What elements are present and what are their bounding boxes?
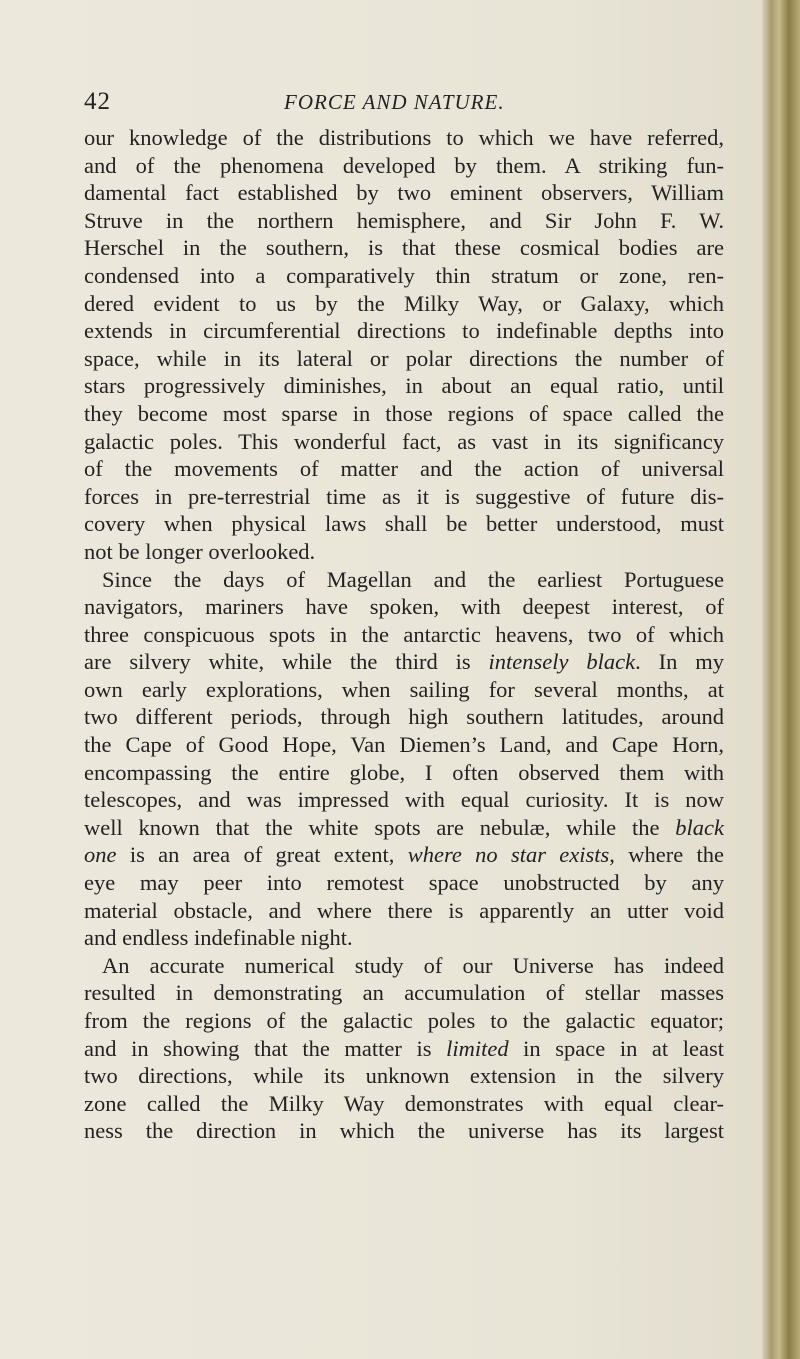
text-line bbox=[84, 400, 724, 428]
text-line bbox=[84, 869, 724, 897]
text-segment: eye may peer into remotest space unobstructed by any bbox=[84, 870, 724, 896]
text-segment: stars progressively diminishes, in about an equal ratio, until bbox=[84, 373, 724, 399]
text-segment: zone called the Milky Way demonstrates with equal clear- bbox=[84, 1090, 724, 1116]
text-segment: and endless indefinable night. bbox=[84, 925, 353, 951]
text-segment: and of the phenomena developed by them. A striking fun- bbox=[84, 152, 724, 178]
italic-text: intensely black bbox=[488, 649, 636, 675]
text-segment: . In my bbox=[635, 649, 725, 675]
text-line bbox=[84, 234, 724, 262]
text-segment: material obstacle, and where there is apparently an utter void bbox=[84, 897, 724, 923]
text-segment: telescopes, and was impressed with equal curiosity. It is now bbox=[84, 787, 724, 813]
text-segment: forces in pre-terrestrial time as it is suggestive of future dis- bbox=[84, 483, 724, 509]
text-line bbox=[84, 703, 724, 731]
text-line bbox=[84, 1007, 724, 1035]
text-segment: , where the bbox=[609, 842, 724, 868]
running-head: FORCE AND NATURE. bbox=[284, 90, 505, 114]
text-line bbox=[84, 290, 724, 318]
text-line bbox=[84, 786, 724, 814]
text-line bbox=[84, 428, 724, 456]
text-line bbox=[84, 124, 724, 152]
text-line bbox=[84, 1035, 724, 1063]
text-line bbox=[84, 841, 724, 869]
text-segment: own early explorations, when sailing for several months, at bbox=[84, 676, 724, 702]
text-segment: is an area of great extent, bbox=[116, 842, 408, 868]
text-line bbox=[84, 483, 724, 511]
text-segment: the Cape of Good Hope, Van Diemen’s Land, and Cape Horn, bbox=[84, 732, 724, 758]
text-line bbox=[84, 897, 724, 925]
text-line bbox=[84, 676, 724, 704]
text-line bbox=[84, 317, 724, 345]
text-segment: Herschel in the southern, is that these cosmical bodies are bbox=[84, 235, 724, 261]
body-text bbox=[84, 124, 724, 1145]
text-segment: resulted in demonstrating an accumulation of stellar masses bbox=[84, 980, 724, 1006]
text-segment: and in showing that the matter is bbox=[84, 1035, 447, 1061]
text-line bbox=[84, 1062, 724, 1090]
text-segment: covery when physical laws shall be better understood, must bbox=[84, 511, 724, 537]
text-line bbox=[84, 345, 724, 373]
text-segment: space, while in its lateral or polar directions the number of bbox=[84, 345, 724, 371]
text-segment: extends in circumferential directions to indefinable depths into bbox=[84, 318, 724, 344]
text-line bbox=[84, 510, 724, 538]
text-line bbox=[84, 759, 724, 787]
text-segment: Since the days of Magellan and the earliest Portuguese bbox=[102, 566, 724, 592]
page-number: 42 bbox=[84, 88, 111, 115]
italic-text: one bbox=[84, 842, 117, 868]
text-segment: encompassing the entire globe, I often observed them with bbox=[84, 759, 724, 785]
text-line bbox=[84, 648, 724, 676]
text-line bbox=[84, 455, 724, 483]
text-line bbox=[84, 731, 724, 759]
text-line bbox=[84, 1090, 724, 1118]
text-segment: ness the direction in which the universe has its largest bbox=[84, 1118, 724, 1144]
text-line bbox=[84, 566, 724, 594]
text-segment: our knowledge of the distributions to which we have referred, bbox=[84, 125, 724, 150]
text-line bbox=[84, 207, 724, 235]
page-header bbox=[84, 88, 724, 118]
text-line bbox=[84, 952, 724, 980]
text-line bbox=[84, 262, 724, 290]
text-segment: they become most sparse in those regions of space called the bbox=[84, 400, 724, 426]
text-line bbox=[84, 621, 724, 649]
text-line bbox=[84, 1117, 724, 1145]
text-line bbox=[84, 372, 724, 400]
text-segment: An accurate numerical study of our Universe has indeed bbox=[102, 952, 724, 978]
text-line bbox=[84, 924, 724, 952]
italic-text: black bbox=[675, 814, 724, 840]
text-line bbox=[84, 179, 724, 207]
text-segment: two directions, while its unknown extension in the silvery bbox=[84, 1063, 724, 1089]
text-segment: condensed into a comparatively thin stratum or zone, ren- bbox=[84, 262, 724, 288]
binding-edge bbox=[762, 0, 800, 1359]
text-line bbox=[84, 814, 724, 842]
text-segment: Struve in the northern hemisphere, and Sir John F. W. bbox=[84, 207, 724, 233]
italic-text: limited bbox=[446, 1035, 509, 1061]
text-line bbox=[84, 152, 724, 180]
italic-text: where no star exists bbox=[407, 842, 610, 868]
text-segment: are silvery white, while the third is bbox=[84, 649, 489, 675]
text-segment: galactic poles. This wonderful fact, as vast in its significancy bbox=[84, 428, 724, 454]
text-line bbox=[84, 538, 724, 566]
text-segment: well known that the white spots are nebulæ, while the bbox=[84, 814, 676, 840]
text-line bbox=[84, 593, 724, 621]
text-line bbox=[84, 979, 724, 1007]
text-segment: navigators, mariners have spoken, with deepest interest, of bbox=[84, 594, 724, 620]
text-segment: damental fact established by two eminent observers, William bbox=[84, 180, 724, 206]
text-segment: not be longer overlooked. bbox=[84, 538, 316, 564]
text-segment: of the movements of matter and the action of universal bbox=[84, 456, 724, 482]
text-segment: dered evident to us by the Milky Way, or Galaxy, which bbox=[84, 290, 724, 316]
text-segment: from the regions of the galactic poles to the galactic equator; bbox=[84, 1008, 724, 1033]
text-segment: in space in at least bbox=[508, 1035, 724, 1061]
text-segment: three conspicuous spots in the antarctic heavens, two of which bbox=[84, 621, 724, 647]
text-segment: two different periods, through high southern latitudes, around bbox=[84, 704, 724, 730]
